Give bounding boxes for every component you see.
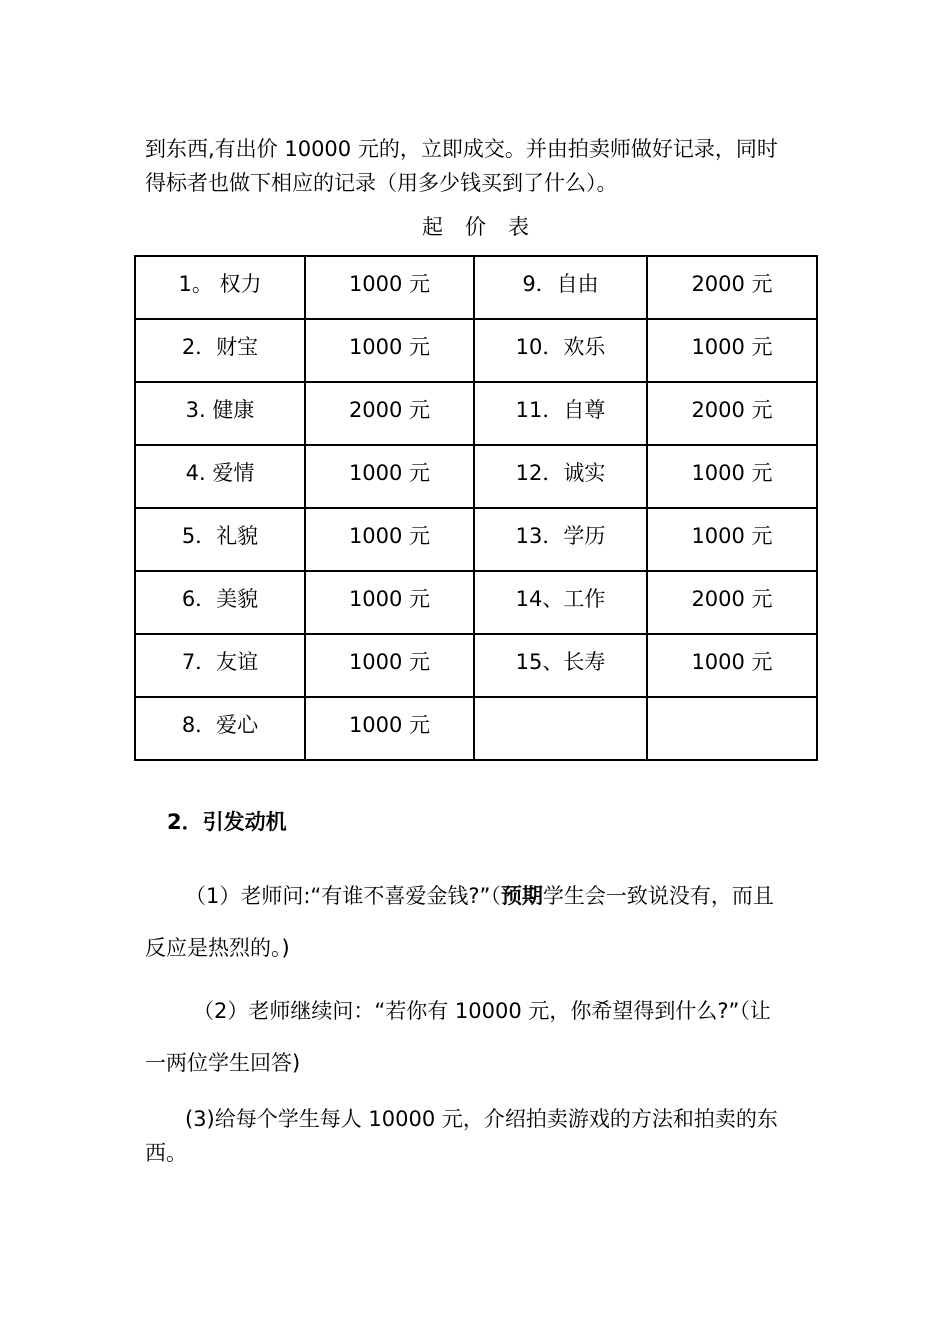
price-cell: 1000 元 — [305, 319, 474, 382]
bold-keyword: 预期 — [500, 884, 543, 908]
item-name-cell: 2．财宝 — [135, 319, 305, 382]
intro-paragraph — [145, 132, 815, 200]
table-row — [135, 445, 817, 508]
paragraph-3-line-2: 西。 — [145, 1141, 187, 1165]
item-name-cell: 12．诚实 — [474, 445, 647, 508]
price-cell: 1000 元 — [647, 508, 817, 571]
paragraph-1-text-a: （1）老师问:“有谁不喜爱金钱?”（ — [185, 884, 501, 908]
price-cell: 1000 元 — [647, 319, 817, 382]
item-name-cell: 4. 爱情 — [135, 445, 305, 508]
paragraph-1 — [145, 870, 815, 974]
price-cell: 2000 元 — [305, 382, 474, 445]
intro-line-2: 得标者也做下相应的记录（用多少钱买到了什么）。 — [145, 171, 618, 195]
price-cell: 1000 元 — [647, 445, 817, 508]
item-name-cell: 5．礼貌 — [135, 508, 305, 571]
table-row — [135, 634, 817, 697]
price-cell: 1000 元 — [305, 508, 474, 571]
table-row — [135, 571, 817, 634]
intro-line-1: 到东西,有出价 10000 元的，立即成交。并由拍卖师做好记录，同时 — [145, 137, 778, 161]
price-cell: 1000 元 — [305, 571, 474, 634]
paragraph-3-line-1: (3)给每个学生每人 10000 元，介绍拍卖游戏的方法和拍卖的东 — [185, 1107, 778, 1131]
item-name-cell: 13．学历 — [474, 508, 647, 571]
paragraph-2-line-1: （2）老师继续问：“若你有 10000 元，你希望得到什么?”（让 — [193, 999, 771, 1023]
price-cell: 1000 元 — [305, 445, 474, 508]
paragraph-3 — [145, 1102, 815, 1170]
table-title: 起价表 — [422, 215, 551, 239]
price-cell: 2000 元 — [647, 256, 817, 319]
section-heading: 2．引发动机 — [167, 810, 287, 834]
price-cell: 2000 元 — [647, 571, 817, 634]
price-cell: 2000 元 — [647, 382, 817, 445]
table-row — [135, 697, 817, 760]
empty-cell — [474, 697, 647, 760]
item-name-cell: 9．自由 — [474, 256, 647, 319]
price-cell: 1000 元 — [305, 697, 474, 760]
table-row — [135, 319, 817, 382]
table-row — [135, 508, 817, 571]
item-name-cell: 1。 权力 — [135, 256, 305, 319]
table-row — [135, 256, 817, 319]
price-cell: 1000 元 — [305, 634, 474, 697]
table-row — [135, 382, 817, 445]
paragraph-1-line-2: 反应是热烈的。) — [145, 936, 290, 960]
item-name-cell: 11．自尊 — [474, 382, 647, 445]
price-cell: 1000 元 — [305, 256, 474, 319]
price-table — [134, 255, 818, 761]
paragraph-1-text-b: 学生会一致说没有，而且 — [542, 884, 774, 908]
item-name-cell: 14、工作 — [474, 571, 647, 634]
empty-cell — [647, 697, 817, 760]
item-name-cell: 7．友谊 — [135, 634, 305, 697]
paragraph-2 — [145, 985, 815, 1089]
item-name-cell: 8．爱心 — [135, 697, 305, 760]
item-name-cell: 3. 健康 — [135, 382, 305, 445]
paragraph-2-line-2: 一两位学生回答) — [145, 1051, 301, 1075]
paragraph-1-line-1 — [145, 870, 815, 922]
item-name-cell: 10．欢乐 — [474, 319, 647, 382]
item-name-cell: 15、长寿 — [474, 634, 647, 697]
item-name-cell: 6．美貌 — [135, 571, 305, 634]
price-cell: 1000 元 — [647, 634, 817, 697]
